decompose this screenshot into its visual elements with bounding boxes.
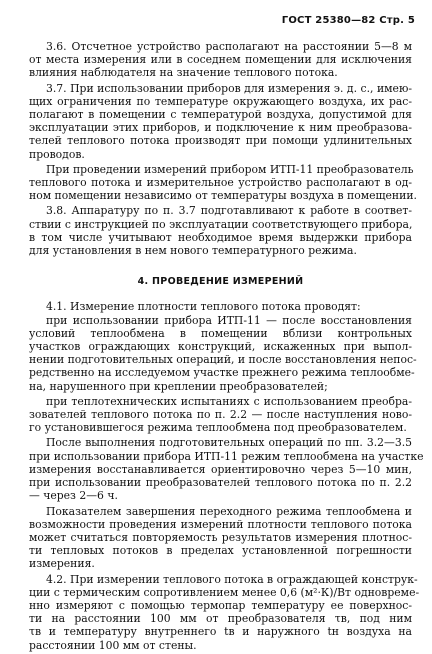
text-line: 4.2. При измерении теплового потока в ограждающей конструк- [46, 572, 418, 586]
text-line: измерения. [29, 557, 95, 571]
text-line: расстоянии 100 мм от стены. [29, 638, 197, 652]
text-line: на, нарушенного при креплении преобразователей; [29, 379, 328, 393]
text-line: редственно на исследуемом участке прежнего режима теплообме- [29, 366, 415, 380]
text-line: телей теплового потока производят при помощи удлинительных [29, 134, 412, 148]
text-line: 4.1. Измерение плотности теплового потока проводят: [46, 300, 361, 314]
text-line: После выполнения подготовительных операций по пп. 3.2—3.5 [46, 436, 412, 450]
section-title: 4. ПРОВЕДЕНИЕ ИЗМЕРЕНИЙ [137, 276, 304, 288]
text-line: при теплотехнических испытаниях с использованием преобра- [46, 394, 412, 408]
text-line: от места измерения или в соседнем помещении для исключения [29, 53, 412, 67]
text-line: ном помещении независимо от температуры воздуха в помещении. [29, 189, 417, 203]
text-line: При проведении измерений прибором ИТП-11 преобразователь [46, 162, 414, 176]
document-body [29, 40, 424, 654]
paragraph-3-6 [29, 40, 412, 80]
paragraph-after-preparation [29, 436, 424, 503]
text-line: ти тепловых потоков в пределах установленной погрешности [29, 544, 412, 558]
text-line: щих ограничения по температуре окружающего воздуха, их рас- [29, 94, 412, 108]
text-line: нении подготовительных операций, и после восстановления непос- [29, 353, 417, 367]
text-line: теплового потока и измерительное устройство располагают в од- [29, 176, 412, 190]
paragraph-itp11 [29, 162, 417, 203]
text-line: ствии с инструкцией по эксплуатации соответствующего прибора, [29, 217, 413, 231]
paragraph-3-7 [29, 82, 412, 161]
text-line: ции с термическим сопротивлением менее 0,6 (м²·К)/Вт одновреме- [29, 585, 420, 599]
text-line: 3.8. Аппаратуру по п. 3.7 подготавливают к работе в соответ- [46, 204, 412, 218]
text-line: нно измеряют с помощью термопар температуру ее поверхнос- [29, 598, 412, 612]
text-line: эксплуатации этих приборов, и подключение к ним преобразова- [29, 121, 412, 135]
text-line: измерения восстанавливается ориентировочно через 5—10 мин, [29, 462, 412, 476]
page-header: ГОСТ 25380—82 Стр. 5 [281, 15, 415, 26]
text-line: 3.7. При использовании приборов для измерения э. д. с., имею- [46, 81, 412, 95]
paragraph-3-8 [29, 204, 412, 257]
text-line: го установившегося режима теплообмена под преобразователем. [29, 421, 407, 435]
text-line: может считаться повторяемость результатов измерения плотнос- [29, 530, 412, 544]
text-line: проводов. [29, 147, 85, 161]
text-line: участков ограждающих конструкций, искаженных при выпол- [29, 340, 412, 354]
paragraph-4-2 [29, 572, 420, 652]
text-line: при использовании прибора ИТП-11 режим теплообмена на участке [29, 449, 424, 463]
text-line: влияния наблюдателя на значение теплового потока. [29, 66, 338, 80]
text-line: ти на расстоянии 100 мм от преобразователя τв, под ним [29, 612, 412, 626]
text-line: зователей теплового потока по п. 2.2 — после наступления ново- [29, 408, 412, 422]
paragraph-completion-indicator [29, 505, 412, 571]
paragraph-thermal-tests [29, 395, 412, 435]
text-line: в том числе учитывают необходимое время выдержки прибора [29, 230, 412, 244]
text-line: 3.6. Отсчетное устройство располагают на расстоянии 5—8 м [46, 40, 412, 53]
text-line: возможности проведения измерений плотности теплового потока [29, 517, 412, 531]
text-line: — через 2—6 ч. [29, 489, 118, 503]
text-line: Показателем завершения переходного режима теплообмена и [46, 504, 412, 518]
text-line: полагают в помещении с температурой воздуха, допустимой для [29, 108, 412, 122]
text-line: при использовании прибора ИТП-11 — после восстановления [46, 313, 412, 327]
text-line: τв и температуру внутреннего tв и наружного tн воздуха на [29, 625, 412, 639]
text-line: для установления в нем нового температурного режима. [29, 244, 357, 258]
paragraph-4-1 [29, 300, 417, 393]
text-line: при использовании преобразователей теплового потока по п. 2.2 [29, 476, 412, 490]
text-line: условий теплообмена в помещении вблизи контрольных [29, 326, 412, 340]
